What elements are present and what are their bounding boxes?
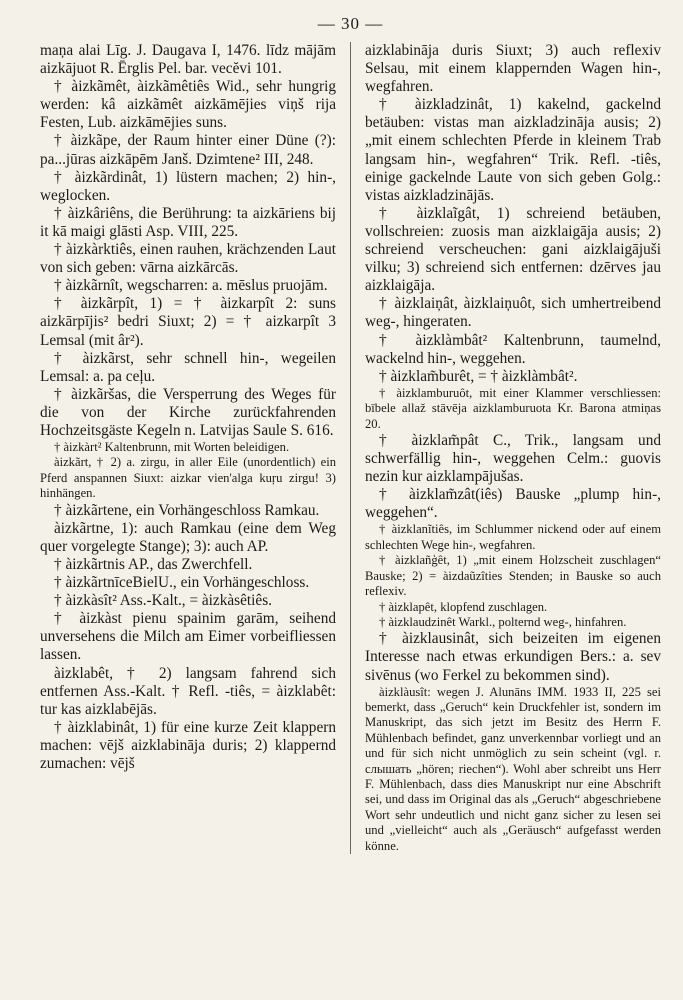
dictionary-entry: † àizkãrnît, wegscharren: a. mēslus pruojām. <box>54 277 328 295</box>
dictionary-entry: † àizklanĩtiês, im Schlummer nickend oder auf einem schlechten Wege hin-, wegfahren. <box>365 522 661 552</box>
dictionary-entry: † àizkãrtnīceBielU., ein Vorhängeschloss. <box>54 574 310 592</box>
left-column <box>40 42 336 854</box>
dictionary-entry: àizkãrt, † 2) a. zirgu, in aller Eile (unordentlich) ein Pferd anspannen Siuxt: aizkar vien'alga kuŗu zirgu! 3) hinhängen. <box>40 455 336 501</box>
dictionary-entry: maņa alai Līg. J. Daugava I, 1476. līdz mājām aizkājuot R. Ērglis Pel. bar. vecĕvi 101. <box>40 42 336 78</box>
dictionary-entry: † àizkàst pienu spainim garām, seihend unversehens die Milch am Eimer vorbeifliessen lassen. <box>40 610 336 664</box>
dictionary-entry: † àizkãrst, sehr schnell hin-, wegeilen Lemsal: a. pa ceļu. <box>40 349 336 385</box>
dictionary-entry: † àizklapêt, klopfend zuschlagen. <box>379 599 548 614</box>
dictionary-entry: † àizklausinât, sich beizeiten im eigenen Interesse nach etwas erkundigen Bers.: a. sev sivēnus (wo Ferkel zu bekommen sind). <box>365 630 661 684</box>
dictionary-entry: † àizklamburuôt, mit einer Klammer verschliessen: bībele allaž stāvēja aizklamburuota Kr. Barona atmiņas 20. <box>365 385 661 431</box>
dictionary-entry: † àizklaudzinêt Warkl., polternd weg-, hinfahren. <box>379 614 627 629</box>
page-number: — 30 — <box>317 14 384 33</box>
dictionary-entry: † àizkàsît² Ass.-Kalt., = àizkàsêtiês. <box>54 592 272 610</box>
dictionary-entry: † àizkladzinât, 1) kakelnd, gackelnd betäuben: vistas man aizkladzināja ausis; 2) „mit einem schlechten Pferde in kleinem Trab langsam hin-, wegfahren“ Trik. Refl. -tiês, einige gackelnde Laute von sich geben Golg.: vistas aizkladzinājās. <box>365 96 661 204</box>
dictionary-entry: aizklabināja duris Siuxt; 3) auch reflexiv Selsau, mit einem klappernden Wagen hin-, wegfahren. <box>365 42 661 96</box>
dictionary-entry: àizkãrtne, 1): auch Ramkau (eine dem Weg quer vorgelegte Stange); 3): auch AP. <box>40 519 336 555</box>
dictionary-entry: † àizkâriêns, die Berührung: ta aizkāriens bij it kā maigi glāsti Asp. VIII, 225. <box>40 204 336 240</box>
right-column <box>365 42 661 854</box>
dictionary-entry: † àizkàrt² Kaltenbrunn, mit Worten beleidigen. <box>54 440 290 455</box>
dictionary-entry: àizklàusît: wegen J. Alunāns IMM. 1933 II, 225 sei bemerkt, dass „Geruch“ kein Druckfehler ist, sondern im Manuskript, das sich jetzt im Besitz des Herrn F. Mühlenbach befindet, ganz unverkennbar vorliegt und an und für sich nicht unmöglich zu sein scheint (vgl. r. слышать „hören; riechen“). Wohl aber schreibt uns Herr F. Mühlenbach, dass dies Manuskript nur eine Abschrift sei, und dass im Original das als „Geruch“ abgeschriebene Wort sehr undeutlich und nicht ganz sicher zu lesen sei und „vielleicht“ auch als „Geräusch“ aufgefasst werden könne. <box>365 684 661 853</box>
dictionary-entry: àizklabêt, † 2) langsam fahrend sich entfernen Ass.-Kalt. † Refl. -tiês, = àizklabêt: tur kas aizklabējās. <box>40 664 336 718</box>
dictionary-entry: † àizkãrtene, ein Vorhängeschloss Ramkau. <box>54 501 320 519</box>
dictionary-entry: † àizkàrktiês, einen rauhen, krächzenden Laut von sich geben: vārna aizkārcās. <box>40 241 336 277</box>
dictionary-entry: † àizklam̃burêt, = † àizklàmbât². <box>379 367 578 385</box>
dictionary-entry: † àizkãrdinât, 1) lüstern machen; 2) hin-, weglocken. <box>40 168 336 204</box>
dictionary-entry: † àizkãršas, die Versperrung des Weges für die von der Kirche zurückfahrenden Hochzeitsgäste Kegeln n. Latvijas Saule S. 616. <box>40 385 336 439</box>
dictionary-entry: † àizklaĩgât, 1) schreiend betäuben, vollschreien: zuosis man aizklaigāja ausis; 2) schreiend verscheuchen: gani aizklaigājuši vilku; 3) schreiend sich entfernen: dzērves jau aizklaigāja. <box>365 204 661 295</box>
dictionary-entry: † àizkãmêt, àizkãmêtiês Wid., sehr hungrig werden: kâ aizkãmêt aizkāmējies viņš rija Festen, Lub. aizkāmējies suns. <box>40 78 336 132</box>
column-divider <box>350 42 351 854</box>
dictionary-entry: † àizklañģêt, 1) „mit einem Holzscheit zuschlagen“ Bauske; 2) = àizdaũzîties Stenden; in Bauske so auch reflexiv. <box>365 553 661 599</box>
dictionary-entry: † àizkãrtnis AP., das Zwerchfell. <box>54 555 253 573</box>
dictionary-entry: † àizklam̃pât C., Trik., langsam und schwerfällig hin-, weggehen Celm.: guovis nezin kur aizklampājušas. <box>365 432 661 486</box>
dictionary-entry: † àizklam̃zât(iês) Bauske „plump hin-, weggehen“. <box>365 486 661 522</box>
dictionary-entry: † àizklaiņât, àizklaiņuôt, sich umhertreibend weg-, hingeraten. <box>365 295 661 331</box>
dictionary-entry: † àizkãpe, der Raum hinter einer Düne (?): pa...jūras aizkāpēm Janš. Dzimtene² III, 248. <box>40 132 336 168</box>
dictionary-entry: † àizklàmbât² Kaltenbrunn, taumelnd, wackelnd hin-, weggehen. <box>365 331 661 367</box>
dictionary-entry: † àizklabinât, 1) für eine kurze Zeit klappern machen: vējš aizklabināja duris; 2) klappernd zumachen: vējš <box>40 718 336 772</box>
dictionary-entry: † àizkãrpît, 1) = † àizkarpît 2: suns aizkārpījis² bedri Siuxt; 2) = † aizkarpît 3 Lemsal (mit âr²). <box>40 295 336 349</box>
columns <box>40 42 661 854</box>
